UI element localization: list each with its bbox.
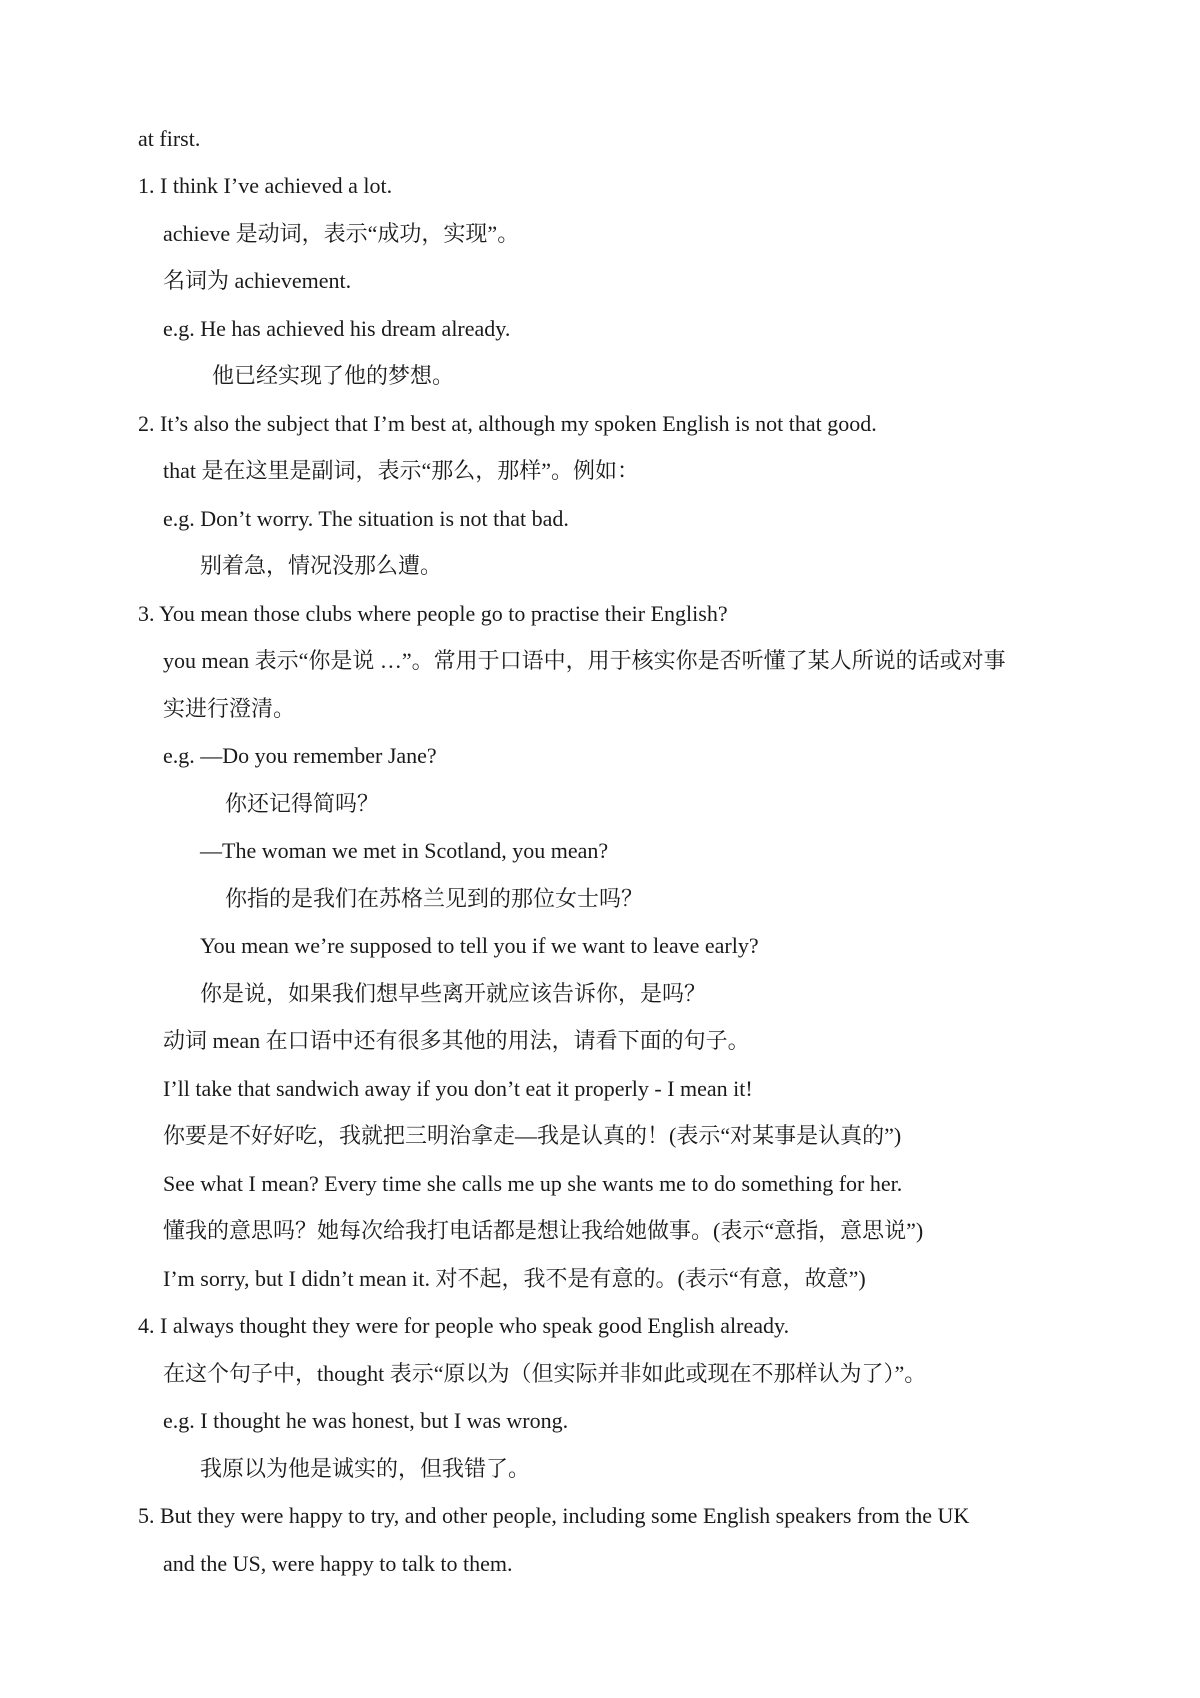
example-line: I’ll take that sandwich away if you don’t eat it properly - I mean it! [163, 1076, 753, 1101]
translation-line: 你要是不好好吃，我就把三明治拿走—我是认真的！(表示“对某事是认真的”) [163, 1123, 902, 1148]
item-4-heading: 4. I always thought they were for people who speak good English already. [138, 1313, 790, 1338]
text-line: that 是在这里是副词，表示“那么，那样”。例如： [163, 458, 640, 483]
example-line: e.g. Don’t worry. The situation is not that bad. [163, 506, 569, 531]
item-3-heading: 3. You mean those clubs where people go to practise their English? [138, 601, 728, 626]
translation-line: 你是说，如果我们想早些离开就应该告诉你，是吗？ [200, 981, 707, 1006]
translation-line: 懂我的意思吗？她每次给我打电话都是想让我给她做事。(表示“意指，意思说”) [163, 1218, 924, 1243]
text-line: 实进行澄清。 [163, 696, 296, 721]
example-line: You mean we’re supposed to tell you if we want to leave early? [200, 933, 759, 958]
text-line: and the US, were happy to talk to them. [163, 1551, 513, 1576]
item-5-heading: 5. But they were happy to try, and other people, including some English speakers from the UK [138, 1503, 970, 1528]
text-line: 动词 mean 在口语中还有很多其他的用法，请看下面的句子。 [163, 1028, 750, 1053]
translation-line: 你还记得简吗？ [225, 791, 380, 816]
translation-line: 你指的是我们在苏格兰见到的那位女士吗？ [225, 886, 644, 911]
example-line: —The woman we met in Scotland, you mean? [200, 838, 609, 863]
text-line: achieve 是动词，表示“成功，实现”。 [163, 221, 520, 246]
translation-line: 别着急，情况没那么遭。 [200, 553, 443, 578]
text-line: 名词为 achievement. [163, 268, 352, 293]
example-line: e.g. He has achieved his dream already. [163, 316, 511, 341]
text-line: 在这个句子中，thought 表示“原以为（但实际并非如此或现在不那样认为了）”。 [163, 1361, 927, 1386]
example-line: I’m sorry, but I didn’t mean it. 对不起，我不是有意的。(表示“有意，故意”) [163, 1266, 866, 1291]
translation-line: 他已经实现了他的梦想。 [212, 363, 455, 388]
example-line: e.g. I thought he was honest, but I was wrong. [163, 1408, 569, 1433]
example-line: e.g. —Do you remember Jane? [163, 743, 437, 768]
item-1-heading: 1. I think I’ve achieved a lot. [138, 173, 393, 198]
text-line: at first. [138, 126, 201, 151]
text-line: you mean 表示“你是说 …”。常用于口语中，用于核实你是否听懂了某人所说的话或对事 [163, 648, 1006, 673]
translation-line: 我原以为他是诚实的，但我错了。 [200, 1456, 531, 1481]
item-2-heading: 2. It’s also the subject that I’m best at, although my spoken English is not that good. [138, 411, 877, 436]
example-line: See what I mean? Every time she calls me up she wants me to do something for her. [163, 1171, 903, 1196]
